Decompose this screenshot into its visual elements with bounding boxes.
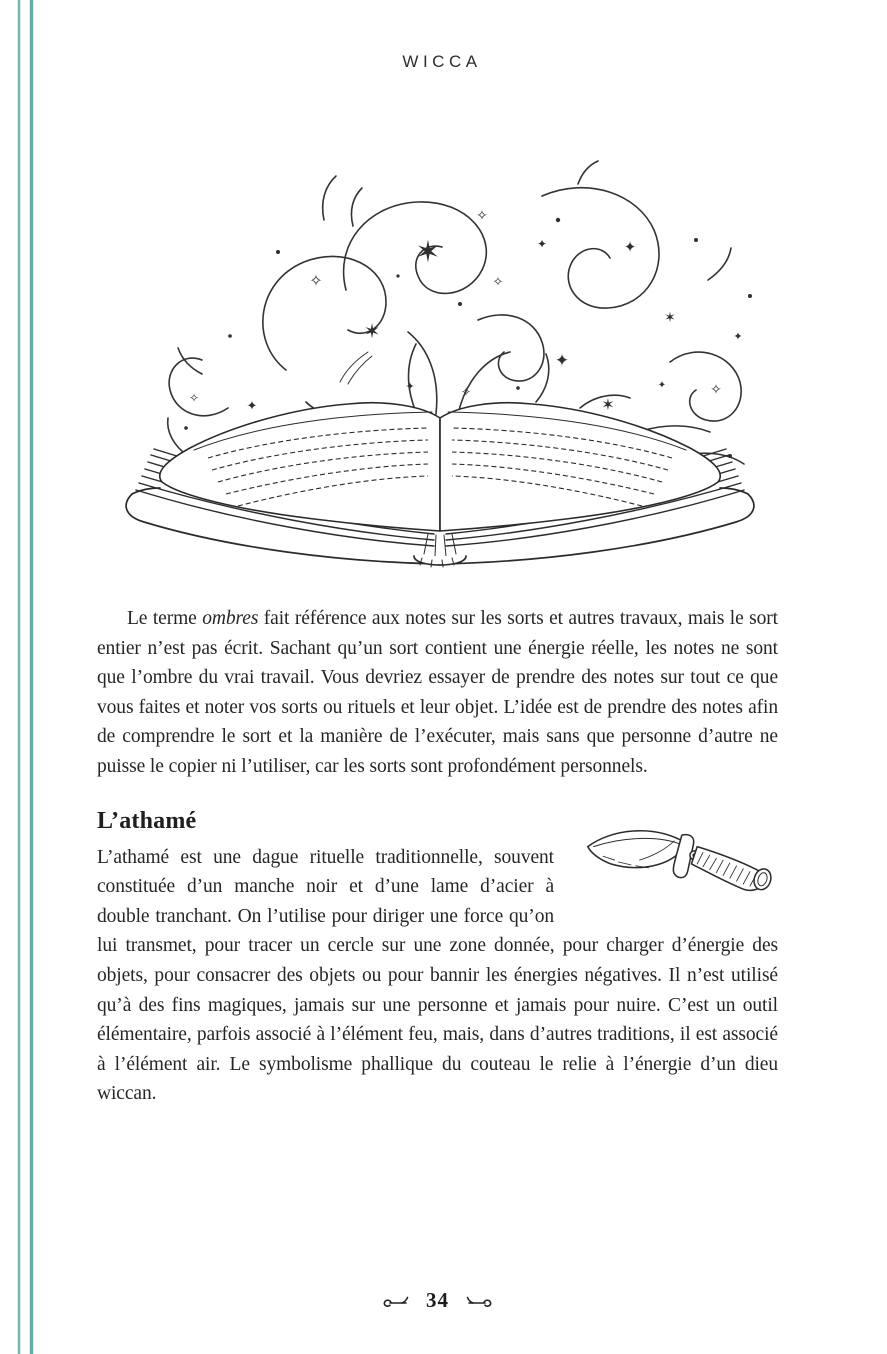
flourish-right-icon: [464, 1292, 494, 1310]
running-header: WICCA: [402, 52, 482, 71]
svg-text:✦: ✦: [623, 238, 637, 256]
svg-text:✧: ✧: [710, 382, 722, 398]
margin-rule-outer: [18, 0, 20, 1354]
svg-text:✶: ✶: [664, 310, 676, 326]
svg-text:✶: ✶: [415, 235, 441, 270]
paragraph-ombres: [97, 604, 778, 782]
svg-text:✦: ✦: [405, 380, 415, 393]
paragraph-ombres-rest: fait référence aux notes sur les sorts et autres travaux, mais le sort entier n’est pas écrit. Sachant qu’un sort contient une énergie réelle, les notes ne sont que l’ombre du vrai travail. Vous devriez essayer de prendre des notes sur tout ce que vous faites et noter vos sorts ou rituels et leur objet. L’idée est de prendre des notes afin de comprendre le sort et la manière de l’exécuter, mais sans que personne d’autre ne puisse le copier ni l’utiliser, car les sorts sont profondément personnels.: [97, 608, 778, 777]
athame-section: [97, 806, 778, 1109]
athame-dagger-illustration: [578, 814, 778, 910]
svg-text:✧: ✧: [476, 208, 488, 224]
svg-text:✧: ✧: [460, 385, 472, 399]
svg-text:✶: ✶: [363, 319, 381, 343]
svg-text:✧: ✧: [309, 271, 323, 290]
open-book-illustration: [110, 156, 770, 576]
svg-text:✧: ✧: [188, 391, 200, 405]
paragraph-ombres-lead: Le terme: [127, 608, 203, 629]
text-column: [97, 604, 778, 1109]
athame-paragraph: L’athamé est une dague rituelle traditionnelle, souvent constituée d’un manche noir et d’une lame d’acier à double tranchant. On l’utilise pour diriger une force qu’on lui transmet, pour tracer un cercle sur une zone donnée, pour charger d’énergie des objets, pour consacrer des objets ou pour bannir les énergies négatives. Il n’est utilisé qu’à des fins magiques, jamais sur une personne et jamais pour nuire. C’est un outil élémentaire, parfois associé à l’élément feu, mais, dans d’autres traditions, il est associé à l’élément air. Le symbolisme phallique du couteau le relie à l’énergie d’un dieu wiccan.: [97, 846, 778, 1105]
page-footer: [97, 1288, 778, 1313]
italic-term-ombres: ombres: [202, 608, 259, 629]
svg-text:✶: ✶: [601, 395, 615, 414]
svg-text:✦: ✦: [554, 351, 570, 371]
svg-text:✦: ✦: [657, 380, 667, 391]
flourish-left-icon: [381, 1292, 411, 1310]
svg-text:✦: ✦: [536, 237, 548, 251]
svg-text:✦: ✦: [246, 399, 258, 414]
margin-rule-inner: [30, 0, 33, 1354]
athame-heading: L’athamé: [97, 807, 197, 834]
page-number: 34: [426, 1288, 449, 1312]
svg-text:✧: ✧: [492, 275, 504, 290]
svg-text:✦: ✦: [733, 330, 743, 343]
